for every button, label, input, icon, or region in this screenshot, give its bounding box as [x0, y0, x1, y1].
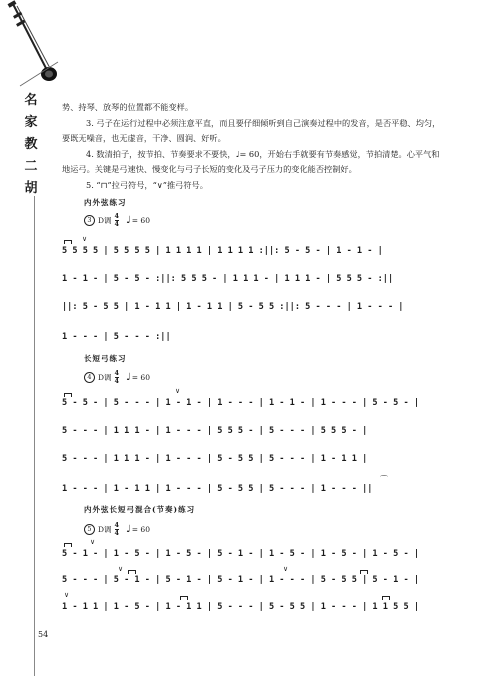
time-signature-bottom: 4 — [114, 219, 120, 228]
up-bow-icon: ∨ — [82, 235, 88, 243]
sidebar-title-char: 胡 — [24, 181, 38, 196]
tempo: = 60 — [131, 372, 150, 382]
up-bow-icon: ∨ — [283, 565, 289, 573]
score-row: 5 - - - | 5 - 1 - | 5 - 1 - | 5 - 1 - | 1 - - - | 5 - 5 5 | 5 - 1 - | — [62, 575, 419, 585]
exercise-title: 内外弦长短弓混合(节奏)练习 — [84, 505, 196, 514]
exercise-title: 内外弦练习 — [84, 198, 127, 207]
instruction-text — [62, 100, 442, 193]
sidebar-book-title — [22, 90, 40, 200]
time-signature-top: 4 — [114, 369, 120, 377]
paragraph: 3. 弓子在运行过程中必须注意平直，而且要仔细倾听到自己演奏过程中的发音，是否平稳、均匀，要既无噪音，也无虚音，干净、圆润、好听。 — [62, 117, 441, 143]
exercise-number: 5 — [84, 524, 95, 535]
sidebar-title-char: 名 — [24, 93, 38, 108]
paragraph: 势、持琴、放琴的位置都不能变样。 — [62, 102, 194, 112]
up-bow-icon: ∨ — [175, 387, 181, 395]
exercise-number: 4 — [84, 372, 95, 383]
time-signature-top: 4 — [114, 521, 120, 529]
paragraph: 5. “⊓”拉弓符号，“∨”推弓符号。 — [86, 179, 208, 190]
exercise-number: 3 — [84, 215, 95, 226]
time-signature — [115, 213, 120, 227]
sidebar-title-char: 教 — [24, 137, 38, 152]
score-row: 1 - - - | 1 - 1 1 | 1 - - - | 5 - 5 5 | 5 - - - | 1 - - - || — [62, 484, 373, 494]
time-signature — [115, 522, 120, 536]
score-row: ||: 5 - 5 5 | 1 - 1 1 | 1 - 1 1 | 5 - 5 5 :||: 5 - - - | 1 - - - | — [62, 302, 404, 312]
up-bow-icon: ∨ — [64, 591, 70, 599]
exercise-header — [84, 522, 150, 536]
score-row: 5 - - - | 1 1 1 - | 1 - - - | 5 5 5 - | 5 - - - | 5 5 5 - | — [62, 426, 368, 436]
key-signature: D调 — [98, 524, 112, 534]
quarter-note-icon: ♩ — [126, 214, 131, 226]
sidebar-title-char: 家 — [24, 115, 38, 130]
score-row: 5 - 1 - | 1 - 5 - | 1 - 5 - | 5 - 1 - | 1 - 5 - | 1 - 5 - | 1 - 5 - | — [62, 549, 419, 559]
score-row: 5 - 5 - | 5 - - - | 1 - 1 - | 1 - - - | 1 - 1 - | 1 - - - | 5 - 5 - | — [62, 398, 419, 408]
time-signature-top: 4 — [114, 212, 120, 220]
tempo: = 60 — [131, 524, 150, 534]
paragraph: 4. 数清拍子，按节拍、节奏要求不要快，♩= 60，开始右手就要有节奏感觉，节拍清楚。心平气和地运弓。关键是弓速快、慢变化与弓子长短的变化及弓子压力的变化能否控制好。 — [62, 148, 440, 174]
time-signature-bottom: 4 — [114, 376, 120, 385]
quarter-note-icon: ♩ — [126, 371, 131, 383]
fermata-icon: ⌒ — [380, 475, 388, 484]
score-row: 1 - 1 - | 5 - 5 - :||: 5 5 5 - | 1 1 1 - | 1 1 1 - | 5 5 5 - :|| — [62, 274, 394, 284]
sidebar-title-char: 二 — [24, 159, 38, 174]
score-row: 5 5 5 5 | 5 5 5 5 | 1 1 1 1 | 1 1 1 1 :||: 5 - 5 - | 1 - 1 - | — [62, 246, 383, 256]
time-signature-bottom: 4 — [114, 528, 120, 537]
exercise-header — [84, 370, 150, 384]
exercise-header — [84, 213, 150, 227]
score-row: 5 - - - | 1 1 1 - | 1 - - - | 5 - 5 5 | 5 - - - | 1 - 1 1 | — [62, 454, 368, 464]
time-signature — [115, 370, 120, 384]
up-bow-icon: ∨ — [118, 565, 124, 573]
quarter-note-icon: ♩ — [126, 523, 131, 535]
sidebar — [0, 0, 60, 690]
up-bow-icon: ∨ — [90, 538, 96, 546]
page-number: 54 — [38, 630, 49, 639]
score-row: 1 - - - | 5 - - - :|| — [62, 332, 171, 342]
score-row: 1 - 1 1 | 1 - 5 - | 1 - 1 1 | 5 - - - | 5 - 5 5 | 1 - - - | 1 1 5 5 | — [62, 602, 419, 612]
exercise-title: 长短弓练习 — [84, 354, 127, 363]
erhu-illustration-icon — [0, 0, 60, 90]
key-signature: D调 — [98, 372, 112, 382]
sidebar-divider — [34, 196, 35, 676]
tempo: = 60 — [131, 215, 150, 225]
key-signature: D调 — [98, 215, 112, 225]
